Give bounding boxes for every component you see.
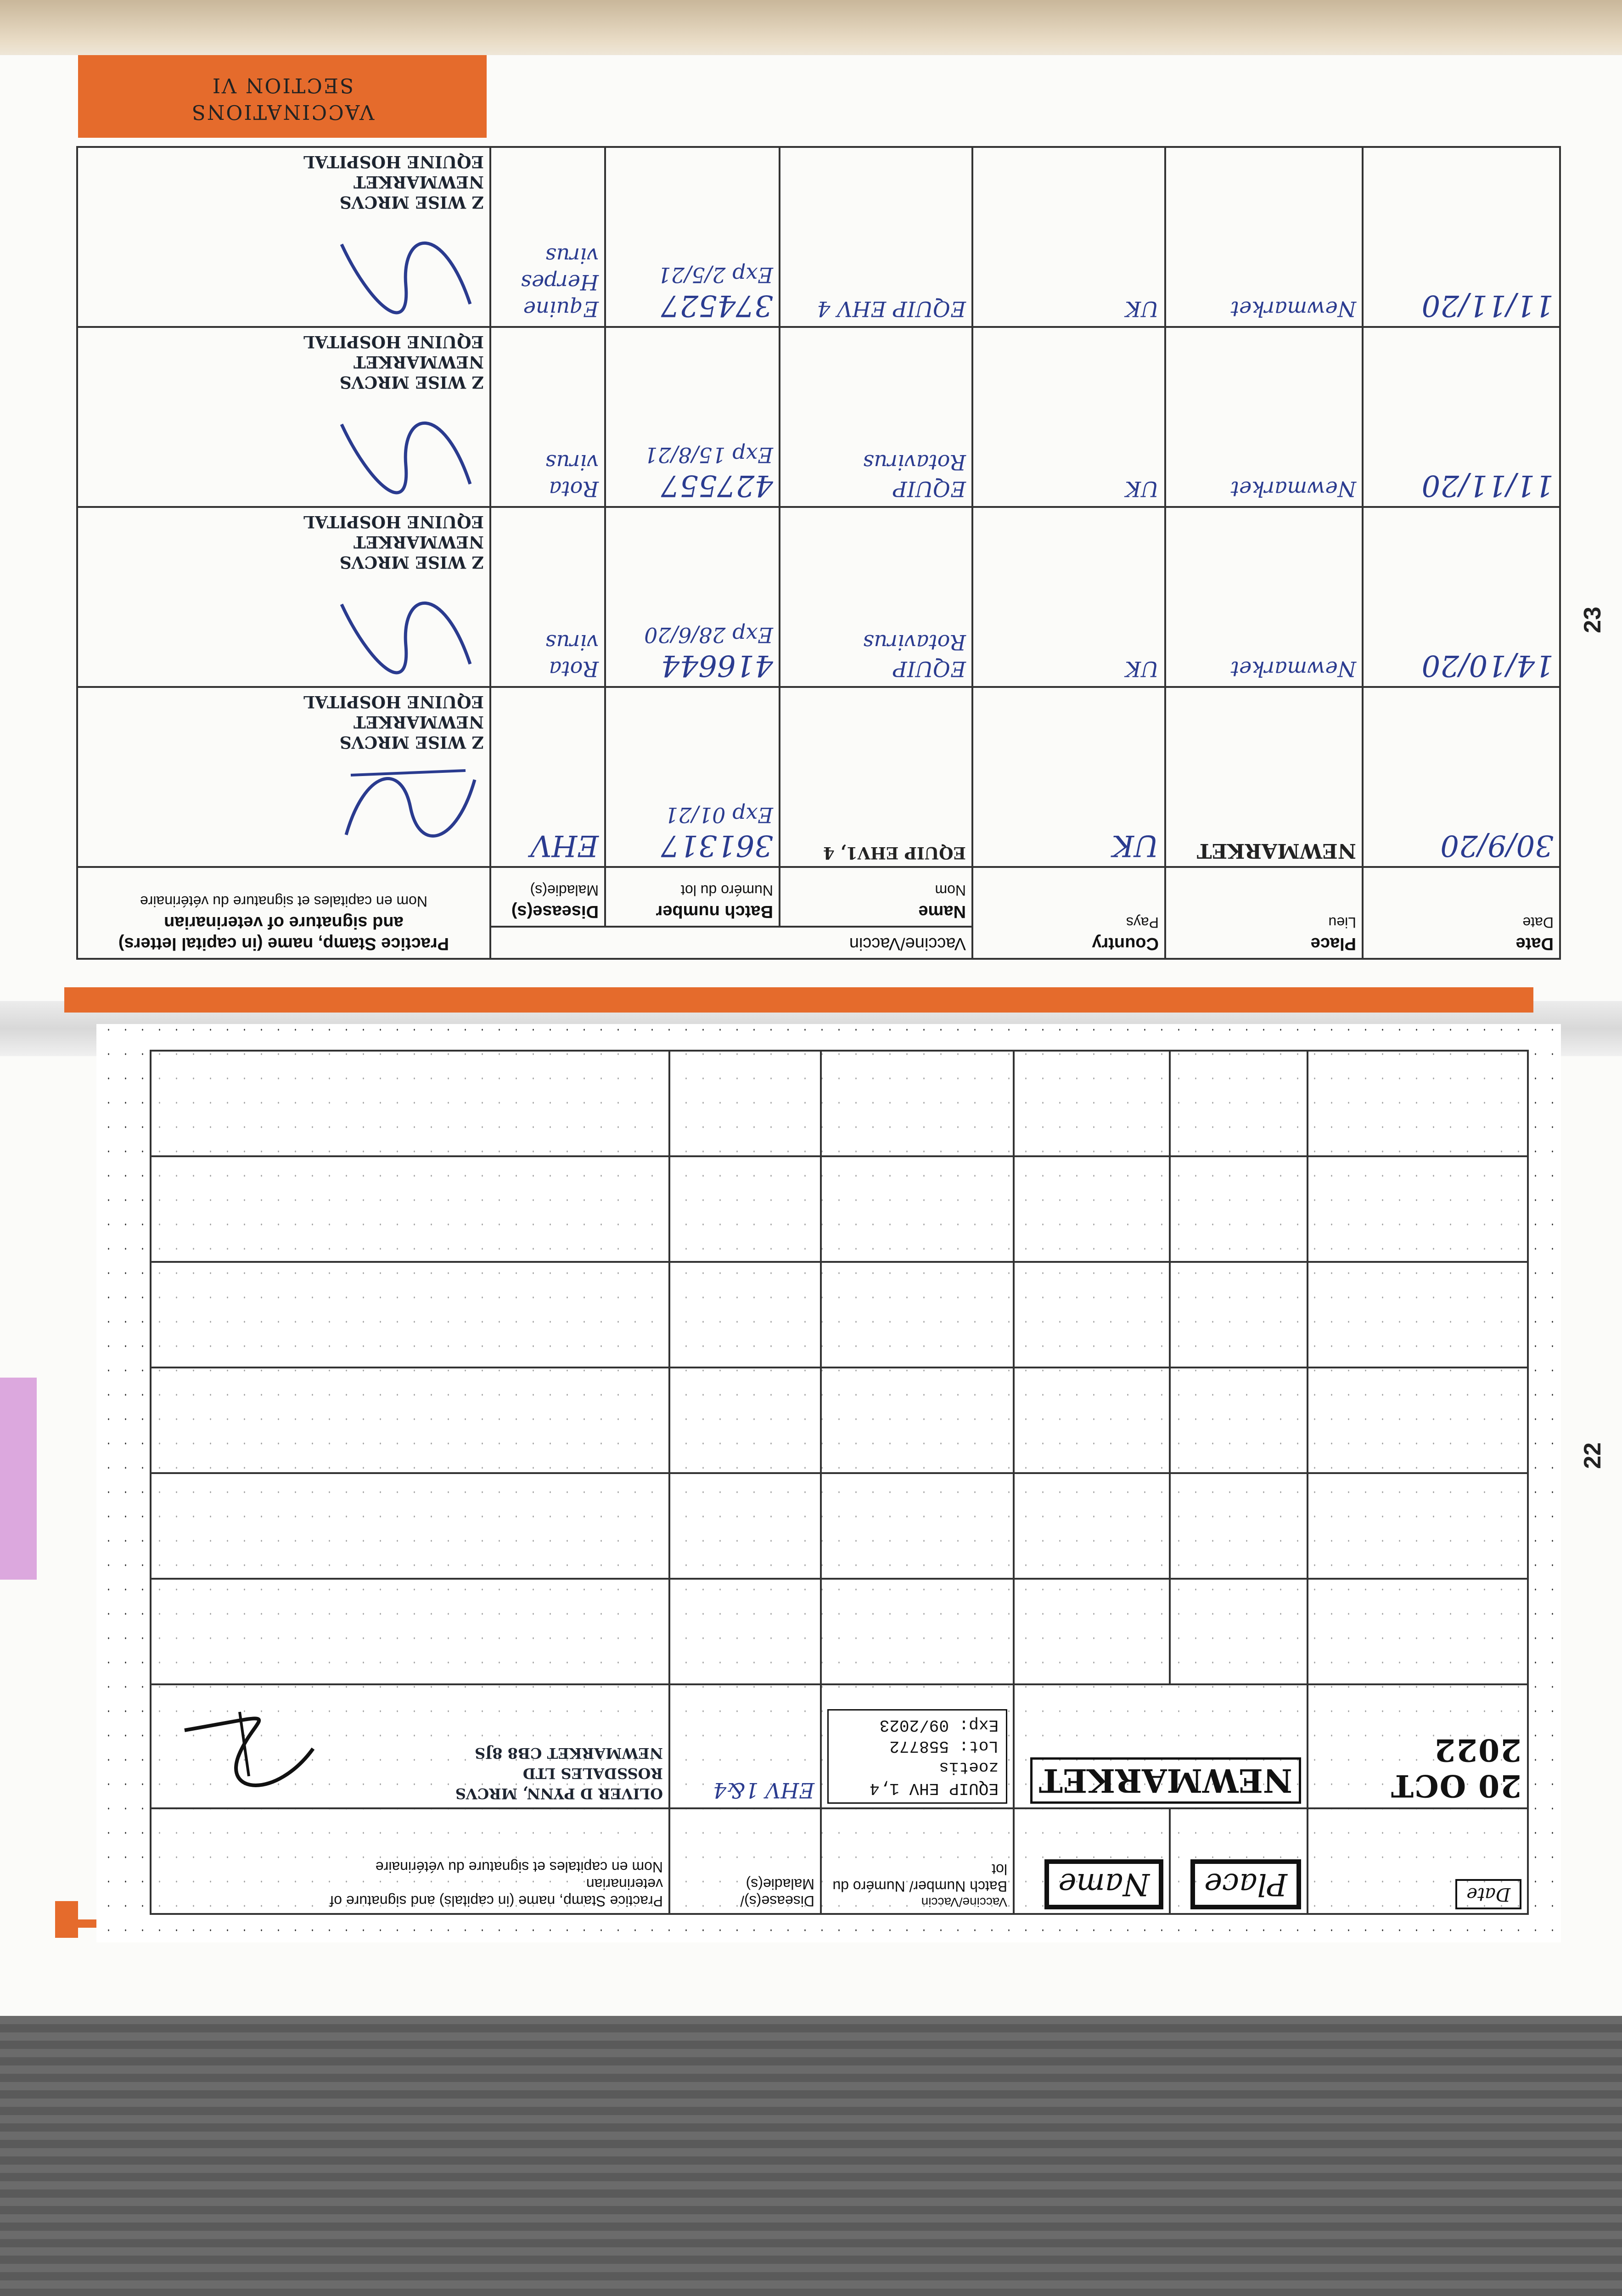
row-place: NEWMARKET bbox=[1165, 687, 1363, 867]
header-diseases: Disease(s) Maladie(s) bbox=[490, 867, 605, 927]
row-country: UK bbox=[972, 327, 1165, 507]
lower-header-batch: Vaccine/Vaccin Batch Number/ Numéro du lot bbox=[821, 1808, 1014, 1914]
row-vaccine-name: EQUIP Rotavirus bbox=[780, 327, 972, 507]
row-batch: 427557 Exp 15/8/21 bbox=[605, 327, 780, 507]
header-name: Name Nom bbox=[780, 867, 972, 927]
header-practice-stamp: Practice Stamp, name (in capital letters) and signature of veterinarian Nom en capitales et signature du vétérinaire bbox=[77, 867, 490, 959]
row-stamp: Z WISE MRCVS NEWMARKET EQUINE HOSPITAL bbox=[77, 687, 490, 867]
table-row bbox=[77, 687, 1560, 867]
row-date: 30/9/20 bbox=[1363, 687, 1560, 867]
table-row bbox=[151, 1051, 1528, 1156]
lower-row-date: 20 OCT 2022 bbox=[1308, 1684, 1528, 1808]
vaccination-table bbox=[76, 146, 1561, 960]
row-date: 11/11/20 bbox=[1363, 327, 1560, 507]
row-stamp: Z WISE MRCVS NEWMARKET EQUINE HOSPITAL bbox=[77, 147, 490, 327]
row-country: UK bbox=[972, 507, 1165, 687]
row-date: 11/11/20 bbox=[1363, 147, 1560, 327]
lower-header-name: Name bbox=[1014, 1808, 1170, 1914]
table-row bbox=[151, 1579, 1528, 1684]
lower-header-date: Date bbox=[1308, 1808, 1528, 1914]
lower-row-label bbox=[821, 1684, 1014, 1808]
table-row bbox=[151, 1262, 1528, 1367]
row-vaccine-name: EQUIP Rotavirus bbox=[780, 507, 972, 687]
row-disease: EHV bbox=[490, 687, 605, 867]
section-banner: VACCINATIONS SECTION VI bbox=[78, 55, 487, 138]
row-batch: 374527 Exp 2/5/21 bbox=[605, 147, 780, 327]
signature-icon bbox=[332, 217, 484, 322]
row-stamp: Z WISE MRCVS NEWMARKET EQUINE HOSPITAL bbox=[77, 327, 490, 507]
header-place: Place Lieu bbox=[1165, 867, 1363, 959]
row-place: Newmarket bbox=[1165, 327, 1363, 507]
header-vaccine: Vaccine/Vaccin bbox=[490, 927, 972, 959]
table-row bbox=[151, 1367, 1528, 1473]
row-stamp: Z WISE MRCVS NEWMARKET EQUINE HOSPITAL bbox=[77, 507, 490, 687]
vaccination-photocopy-lower bbox=[96, 1024, 1561, 1942]
row-batch: 361317 Exp 01/21 bbox=[605, 687, 780, 867]
row-vaccine-name: EQUIP EHV 4 bbox=[780, 147, 972, 327]
vaccine-label-sticker: EQUIP EHV 1,4 zoetis Lot: 558772 Exp: 09/2023 bbox=[827, 1709, 1007, 1804]
lower-row-stamp: OLIVER D PYNN, MRCVS ROSSDALES LTD NEWMARKET CB8 8JS bbox=[151, 1684, 669, 1808]
vaccination-table-photocopy bbox=[150, 1050, 1529, 1915]
lower-header-diseases: Disease(s)/ Maladie(s) bbox=[669, 1808, 821, 1914]
row-vaccine-name: EQUIP EHV1, 4 bbox=[780, 687, 972, 867]
header-country: Country Pays bbox=[972, 867, 1165, 959]
row-place: Newmarket bbox=[1165, 147, 1363, 327]
page-number-upper: 23 bbox=[1579, 607, 1606, 633]
row-country: UK bbox=[972, 147, 1165, 327]
page-number-lower: 22 bbox=[1579, 1442, 1606, 1469]
row-batch: 416644 Exp 28/6/20 bbox=[605, 507, 780, 687]
table-row bbox=[77, 327, 1560, 507]
row-date: 14/10/20 bbox=[1363, 507, 1560, 687]
table-row bbox=[77, 147, 1560, 327]
orange-strip-middle bbox=[64, 987, 1533, 1013]
table-row bbox=[151, 1473, 1528, 1579]
pink-tab bbox=[0, 1378, 37, 1580]
signature-icon bbox=[166, 1703, 331, 1804]
table-row bbox=[77, 507, 1560, 687]
row-disease: Rota virus bbox=[490, 327, 605, 507]
lower-header-practice: Practice Stamp, name (in capitals) and signature of veterinarian Nom en capitales et signature du vétérinaire bbox=[151, 1808, 669, 1914]
lower-row-place: NEWMARKET bbox=[1014, 1684, 1308, 1808]
table-row bbox=[151, 1684, 1528, 1808]
row-disease: Equine Herpes virus bbox=[490, 147, 605, 327]
scanner-shadow bbox=[0, 2016, 1622, 2296]
signature-icon bbox=[332, 397, 484, 502]
lower-row-disease: EHV 1&4 bbox=[669, 1684, 821, 1808]
signature-icon bbox=[332, 757, 484, 862]
signature-icon bbox=[332, 577, 484, 682]
vaccination-page-upper bbox=[78, 55, 1561, 960]
header-date: Date Date bbox=[1363, 867, 1560, 959]
lower-header-place: Place bbox=[1170, 1808, 1308, 1914]
table-row bbox=[151, 1156, 1528, 1262]
row-disease: Rota virus bbox=[490, 507, 605, 687]
row-country: UK bbox=[972, 687, 1165, 867]
row-place: Newmarket bbox=[1165, 507, 1363, 687]
header-batch: Batch number Numéro du lot bbox=[605, 867, 780, 927]
